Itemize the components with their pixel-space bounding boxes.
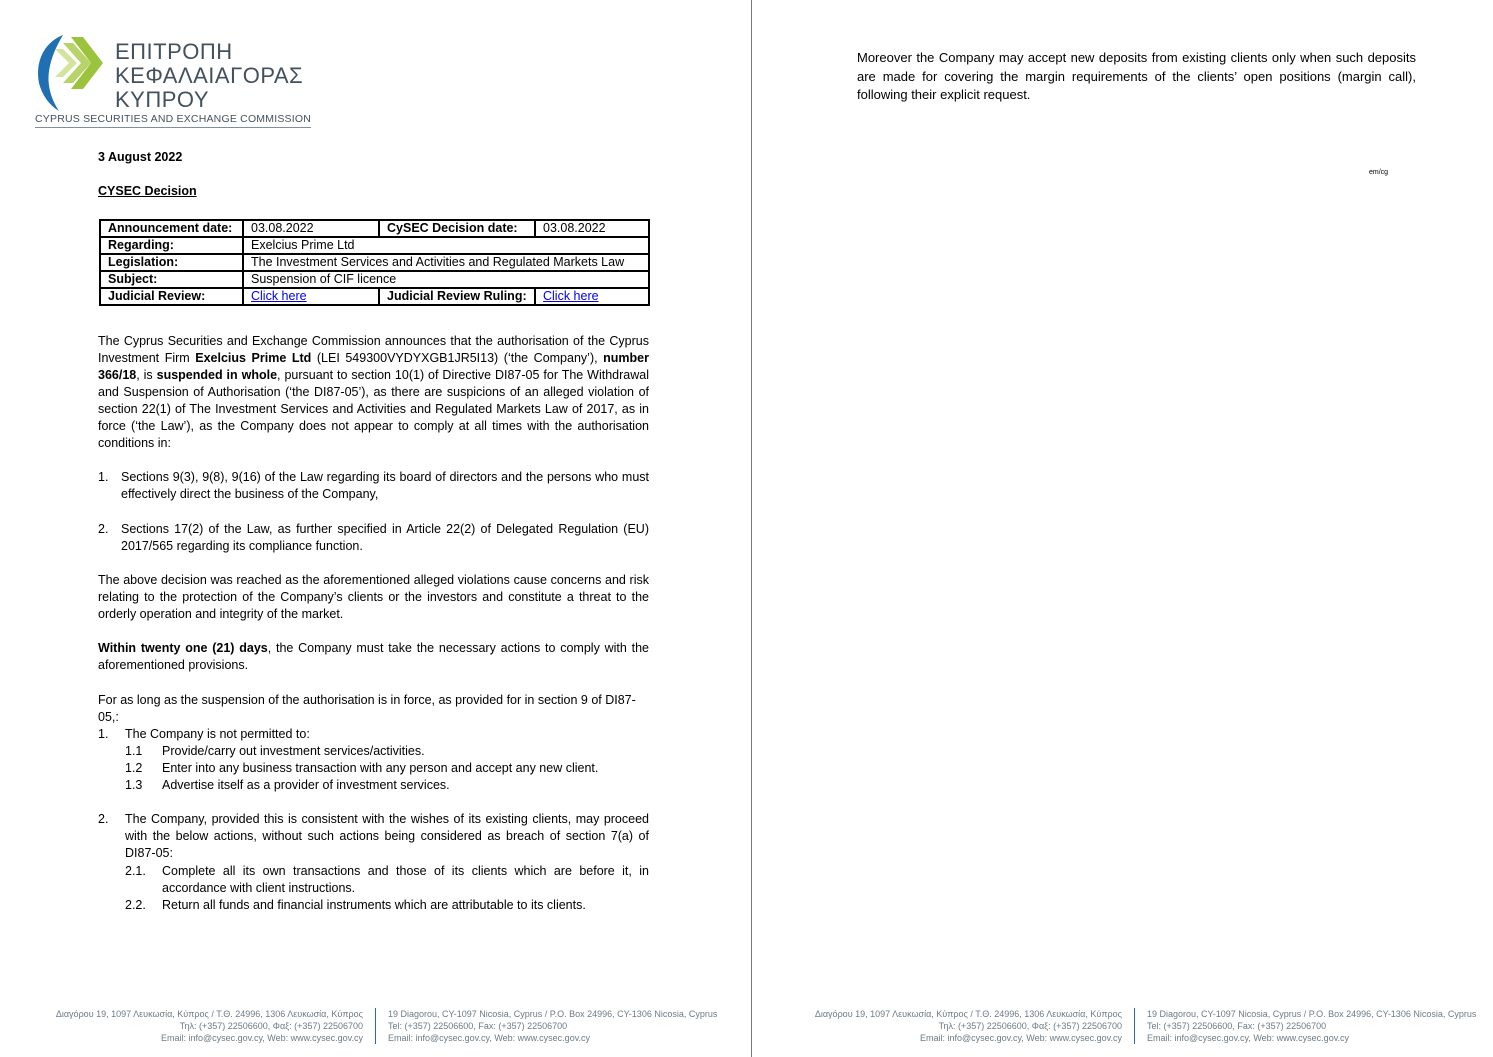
list-item	[98, 726, 649, 743]
list-item-number: 2.	[98, 812, 109, 826]
intro-paragraph	[98, 333, 649, 452]
deadline-rest: , the Company must take the necessary actions to comply with the aforementioned provisions.	[98, 641, 649, 672]
document-page-2	[752, 0, 1493, 1057]
footer-english-address	[1147, 1008, 1476, 1044]
logo-greek-line-2: ΚΕΦΑΛΑΙΑΓΟΡΑΣ	[115, 63, 304, 88]
intro-text-2: (LEI 549300VYDYXGB1JR5I13) (‘the Company’),	[311, 351, 604, 365]
list-item-number: 1.	[98, 727, 109, 741]
footer-greek-line: Email: info@cysec.gov.cy, Web: www.cysec.gov.cy	[160, 1033, 363, 1043]
legislation-value: The Investment Services and Activities and Regulated Markets Law	[243, 254, 649, 271]
company-name: Exelcius Prime Ltd	[195, 351, 312, 365]
footer-greek-line: Τηλ: (+357) 22506600, Φαξ: (+357) 22506700	[179, 1021, 363, 1031]
sub-list-number: 2.2.	[125, 898, 146, 912]
document-heading: CYSEC Decision	[98, 184, 197, 198]
sub-list-text: Enter into any business transaction with any person and accept any new client.	[162, 761, 599, 775]
judicial-review-ruling-cell	[535, 288, 649, 305]
footer-greek-line: Διαγόρου 19, 1097 Λευκωσία, Κύπρος / Τ.Θ. 24996, 1306 Λευκωσία, Κύπρος	[814, 1009, 1122, 1019]
cysec-logo	[33, 33, 311, 128]
sub-list-item	[125, 743, 649, 760]
intro-text-4: , pursuant to section 10(1) of Directive DI87-05 for The Withdrawal and Suspension of Authorisation (‘the DI87-05’), as there are suspicions of an alleged violation of section 22(1) of The Investment Services and Activities and Regulated Markets Law of 2017, as in force (‘the Law’), as the Company does not appear to comply at all times with the authorisation conditions in:	[98, 368, 649, 450]
sub-list-text: Provide/carry out investment services/activities.	[162, 744, 425, 758]
subject-label: Subject:	[100, 271, 243, 288]
sub-list-number: 1.1	[125, 744, 143, 758]
footer-greek-line: Τηλ: (+357) 22506600, Φαξ: (+357) 22506700	[938, 1021, 1122, 1031]
licence-number: number 366/18	[98, 351, 649, 382]
footer-separator	[1134, 1008, 1135, 1044]
sub-list-item	[125, 897, 649, 914]
table-row	[100, 237, 649, 254]
logo-english-name: CYPRUS SECURITIES AND EXCHANGE COMMISSION	[35, 113, 311, 128]
deadline-paragraph	[98, 640, 649, 674]
document-date: 3 August 2022	[98, 150, 183, 164]
margin-call-paragraph: Moreover the Company may accept new deposits from existing clients only when such deposits are made for covering the margin requirements of the clients’ open positions (margin call), following their explicit request.	[857, 50, 1416, 102]
legislation-label: Legislation:	[100, 254, 243, 271]
sub-list-text: Advertise itself as a provider of investment services.	[162, 778, 450, 792]
list-item-number: 1.	[98, 470, 109, 484]
announcement-info-table	[99, 219, 650, 306]
sub-list-number: 2.1.	[125, 864, 146, 878]
list-item-text: Sections 9(3), 9(8), 9(16) of the Law regarding its board of directors and the persons who must effectively direct the business of the Company,	[121, 470, 649, 501]
deadline-text: Within twenty one (21) days	[98, 641, 268, 655]
decision-date-value: 03.08.2022	[535, 220, 649, 237]
judicial-review-ruling-label: Judicial Review Ruling:	[379, 288, 535, 305]
table-row	[100, 288, 649, 305]
subject-value: Suspension of CIF licence	[243, 271, 649, 288]
announcement-date-value: 03.08.2022	[243, 220, 379, 237]
sub-list-item	[125, 760, 649, 777]
footer-greek-address	[56, 1008, 363, 1044]
sub-list-number: 1.2	[125, 761, 143, 775]
sub-list-number: 1.3	[125, 778, 143, 792]
announcement-date-label: Announcement date:	[100, 220, 243, 237]
cysec-emblem-icon	[33, 33, 113, 113]
logo-greek-line-3: ΚΥΠΡΟΥ	[115, 87, 209, 112]
judicial-review-ruling-link[interactable]: Click here	[543, 289, 599, 303]
footer-english-line: 19 Diagorou, CY-1097 Nicosia, Cyprus / P.O. Box 24996, CY-1306 Nicosia, Cyprus	[388, 1009, 718, 1019]
list-item-number: 2.	[98, 522, 109, 536]
footer-english-line: Tel: (+357) 22506600, Fax: (+357) 22506700	[1147, 1021, 1327, 1031]
regarding-value: Exelcius Prime Ltd	[243, 237, 649, 254]
author-initials: em/cg	[1369, 169, 1389, 176]
sub-list-item	[125, 777, 649, 794]
table-row	[100, 254, 649, 271]
footer-english-line: Tel: (+357) 22506600, Fax: (+357) 22506700	[388, 1021, 568, 1031]
footer-greek-address	[815, 1008, 1122, 1044]
suspension-status: suspended in whole	[156, 368, 278, 382]
list-item-text: Sections 17(2) of the Law, as further specified in Article 22(2) of Delegated Regulation (EU) 2017/565 regarding its compliance function.	[121, 522, 649, 553]
judicial-review-label: Judicial Review:	[100, 288, 243, 305]
regarding-label: Regarding:	[100, 237, 243, 254]
decision-reason-paragraph: The above decision was reached as the aforementioned alleged violations cause concerns and risk relating to the protection of the Company’s clients or the investors and constitute a threat to the orderly operation and integrity of the market.	[98, 573, 649, 621]
table-row	[100, 220, 649, 237]
footer-english-line: Email: info@cysec.gov.cy, Web: www.cysec.gov.cy	[1147, 1033, 1350, 1043]
footer-english-line: Email: info@cysec.gov.cy, Web: www.cysec.gov.cy	[388, 1033, 591, 1043]
suspension-paragraph: For as long as the suspension of the authorisation is in force, as provided for in section 9 of DI87-05,:	[98, 693, 636, 724]
footer-greek-line: Email: info@cysec.gov.cy, Web: www.cysec.gov.cy	[919, 1033, 1122, 1043]
sub-list-item	[125, 863, 649, 897]
logo-greek-name	[115, 40, 303, 112]
judicial-review-link[interactable]: Click here	[251, 289, 307, 303]
decision-date-label: CySEC Decision date:	[379, 220, 535, 237]
footer-english-line: 19 Diagorou, CY-1097 Nicosia, Cyprus / P.O. Box 24996, CY-1306 Nicosia, Cyprus	[1147, 1009, 1477, 1019]
list-item	[98, 811, 649, 862]
list-item	[98, 521, 649, 555]
judicial-review-cell	[243, 288, 379, 305]
intro-text-1: The Cyprus Securities and Exchange Commission announces that the authorisation of the Cyprus Investment Firm	[98, 334, 649, 365]
sub-list-text: Complete all its own transactions and those of its clients which are before it, in accordance with client instructions.	[162, 864, 649, 895]
list-item	[98, 469, 649, 503]
footer-english-address	[388, 1008, 717, 1044]
sub-list-text: Return all funds and financial instruments which are attributable to its clients.	[162, 898, 586, 912]
intro-text-3: , is	[136, 368, 157, 382]
logo-greek-line-1: ΕΠΙΤΡΟΠΗ	[115, 39, 233, 64]
footer-greek-line: Διαγόρου 19, 1097 Λευκωσία, Κύπρος / Τ.Θ. 24996, 1306 Λευκωσία, Κύπρος	[55, 1009, 363, 1019]
footer-separator	[375, 1008, 376, 1044]
list-item-text: The Company, provided this is consistent with the wishes of its existing clients, may proceed with the below actions, without such actions being considered as breach of section 7(a) of DI87-05:	[125, 812, 649, 860]
table-row	[100, 271, 649, 288]
list-item-text: The Company is not permitted to:	[125, 727, 310, 741]
